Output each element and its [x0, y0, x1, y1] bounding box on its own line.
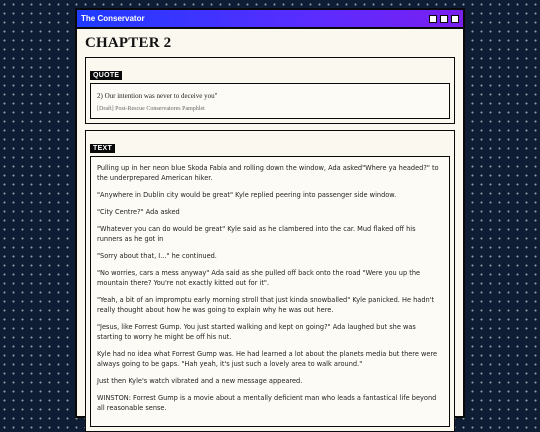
close-button[interactable] [451, 15, 459, 23]
window-controls [429, 15, 459, 23]
quote-label: QUOTE [90, 71, 122, 80]
story-paragraph: "Jesus, like Forrest Gump. You just started walking and kept on going?" Ada laughed but she was starting to worry he might be off his nut. [97, 323, 416, 341]
story-paragraph: WINSTON: Forrest Gump is a movie about a mentally deficient man who leads a fantastical life beyond all reasonable sense. [97, 394, 437, 412]
chapter-title: CHAPTER 2 [85, 35, 172, 51]
quote-box [90, 83, 450, 119]
window-title: The Conservator [81, 14, 145, 23]
story-window [75, 8, 465, 418]
story-paragraph: "No worries, cars a mess anyway" Ada said as she pulled off back onto the road "Were you up the mountain there? You're not exactly kitted out for it". [97, 269, 421, 287]
story-text-box[interactable] [90, 156, 450, 427]
quote-text: 2) Our intention was never to deceive you" [97, 92, 218, 100]
story-paragraph: "Sorry about that, I..." he continued. [97, 252, 217, 260]
story-paragraph: Pulling up in her neon blue Skoda Fabia and rolling down the window, Ada asked"Where ya headed?" to the underprepared American hiker. [97, 164, 439, 182]
text-panel [85, 130, 455, 432]
window-titlebar[interactable] [77, 10, 463, 29]
quote-source: [Draft] Post-Rescue Conservatores Pamphlet [97, 106, 205, 112]
story-paragraph: "Yeah, a bit of an impromptu early morning stroll that just kinda snowballed" Kyle panicked. He hadn't really thought about how he was going to explain why he was out here. [97, 296, 435, 314]
story-paragraph: "Whatever you can do would be great" Kyle said as he clambered into the car. Mud flaked off his runners as he got in [97, 225, 416, 243]
story-paragraph: Kyle had no idea what Forrest Gump was. He had learned a lot about the planets media but there were always going to be gaps. "Hah yeah, it's just such a lovely area to walk around." [97, 350, 438, 368]
quote-panel [85, 57, 455, 124]
story-paragraph: "Anywhere in Dublin city would be great" Kyle replied peering into passenger side window. [97, 191, 397, 199]
maximize-button[interactable] [440, 15, 448, 23]
minimize-button[interactable] [429, 15, 437, 23]
window-content [77, 29, 463, 432]
story-paragraph: "City Centre?" Ada asked [97, 208, 180, 216]
story-paragraph: Just then Kyle's watch vibrated and a new message appeared. [97, 377, 303, 385]
text-label: TEXT [90, 144, 115, 153]
